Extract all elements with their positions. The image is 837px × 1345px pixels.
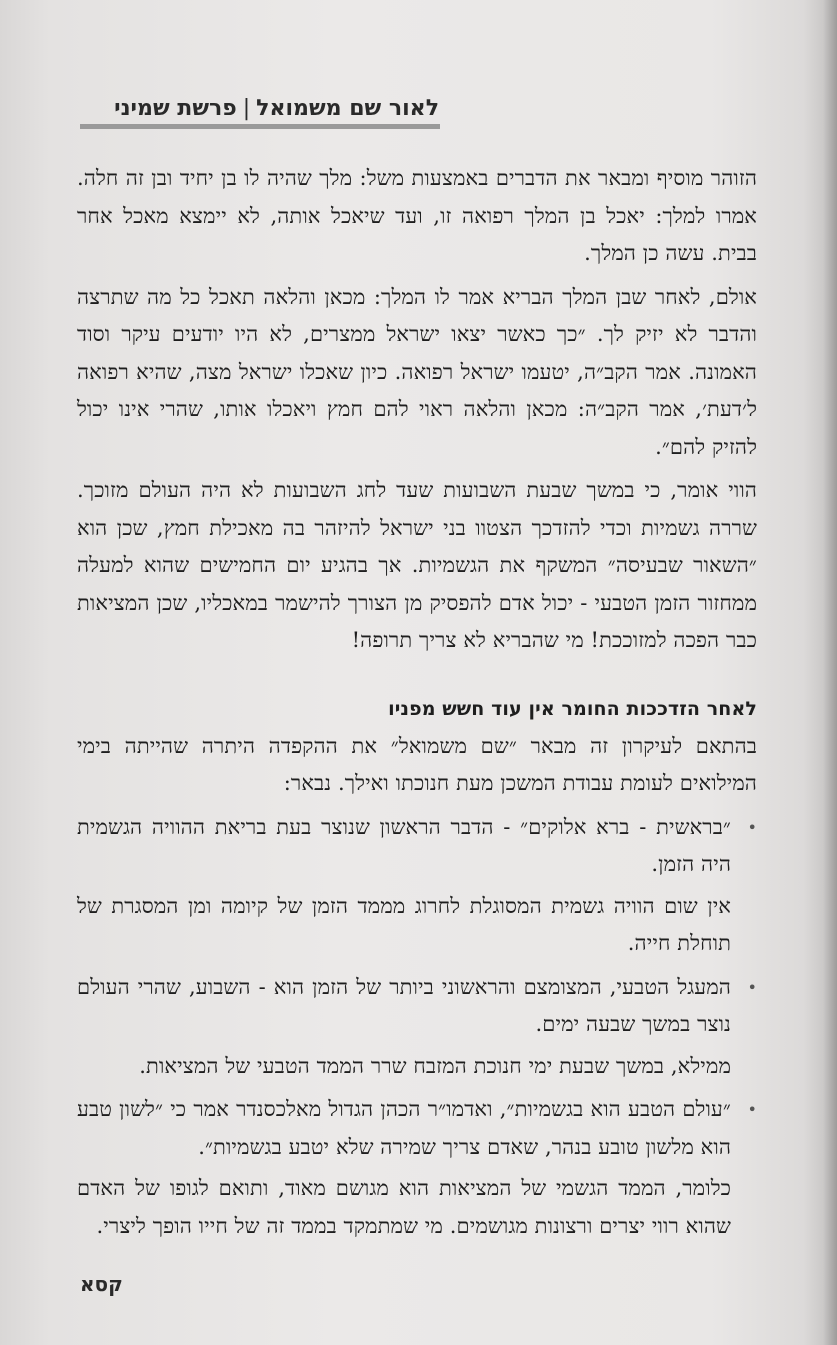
paragraph-zohar-parable: הזוהר מוסיף ומבאר את הדברים באמצעות משל: מלך שהיה לו בן יחיד ובן זה חלה. אמרו למלך: יאכל בן המלך רפואה זו, ועד שיאכל אותה, לא יימצא מאכל אחר בבית. עשה כן המלך. xyxy=(77,166,757,265)
bullet-continuation: אין שום הוויה גשמית המסוגלת לחרוג מממד הזמן של קיומה ומן המסגרת של תוחלת חייה. xyxy=(77,893,731,955)
bullet-dot-icon: • xyxy=(747,1100,757,1119)
bullet-text: ״בראשית - ברא אלוקים״ - הדבר הראשון שנוצר בעת בריאת ההוויה הגשמית היה הזמן. xyxy=(77,814,731,876)
bullet-continuation: ממילא, במשך שבעת ימי חנוכת המזבח שרר הממד הטבעי של המציאות. xyxy=(139,1053,731,1078)
bullet-item-nature xyxy=(77,1091,757,1166)
page-edge-shadow xyxy=(823,0,837,1345)
bullet-dot-icon: • xyxy=(747,977,757,997)
bullet-continuation: כלומר, הממד הגשמי של המציאות הוא מגושם מאוד, ותואם לגופו של האדם שהוא רווי יצרים ורצונות מגושמים. מי שמתמקד בממד זה של חייו הופך ליצרי. xyxy=(77,1176,731,1238)
bullet-item-week xyxy=(77,969,757,1044)
paragraph-seven-weeks: הווי אומר, כי במשך שבעת השבועות שעד לחג השבועות לא היה העולם מזוכך. שררה גשמיות וכדי להזדכך הצטוו בני ישראל להיזהר בה מאכילת חמץ, שכן הוא ״השאור שבעיסה״ המשקף את הגשמיות. אך בהגיע יום החמישים שהוא למעלה ממחזור הזמן הטבעי - יכול אדם להפסיק מן הצורך להישמר במאכליו, שכן המציאות כבר הפכה למזוככת! מי שהבריא לא צריך תרופה! xyxy=(77,478,757,652)
paragraph-king-son: אולם, לאחר שבן המלך הבריא אמר לו המלך: מכאן והלאה תאכל כל מה שתרצה והדבר לא יזיק לך. ״כך כאשר יצאו ישראל ממצרים, לא היו יודעים עיקר וסוד האמונה. אמר הקב״ה, יטעמו ישראל רפואה. כיון שאכלו ישראל מצה, שהיא רפואה ל׳דעת׳, אמר הקב״ה: מכאן והלאה ראוי להם חמץ ויאכלו אותו, שהרי אינו יכול להזיק להם״. xyxy=(77,284,757,459)
running-head xyxy=(79,96,439,121)
bullet-text: ״עולם הטבע הוא בגשמיות״, ואדמו״ר הכהן הגדול מאלכסנדר אמר כי ״לשון טבע הוא מלשון טובע בנהר, שאדם צריך שמירה שלא יטבע בגשמיות״. xyxy=(77,1097,731,1159)
book-title: לאור שם משמואל xyxy=(256,96,439,121)
bullet-text: המעגל הטבעי, המצומצם והראשוני ביותר של הזמן הוא - השבוע, שהרי העולם נוצר במשך שבעה ימים. xyxy=(77,974,731,1036)
section-subheading: לאחר הזדככות החומר אין עוד חשש מפניו xyxy=(388,697,757,720)
bullet-dot-icon: • xyxy=(747,817,757,837)
paragraph-principle: בהתאם לעיקרון זה מבאר ״שם משמואל״ את ההקפדה היתרה שהייתה בימי המילואים לעומת עבודת המשכן מעת חנוכתו ואילך. נבאר: xyxy=(77,733,757,795)
page-body xyxy=(77,160,757,1245)
parasha-title: פרשת שמיני xyxy=(114,96,237,121)
page-number: קסא xyxy=(80,1272,123,1296)
header-separator: | xyxy=(242,96,251,121)
bullet-item-creation xyxy=(77,809,757,884)
header-rule xyxy=(80,124,440,129)
